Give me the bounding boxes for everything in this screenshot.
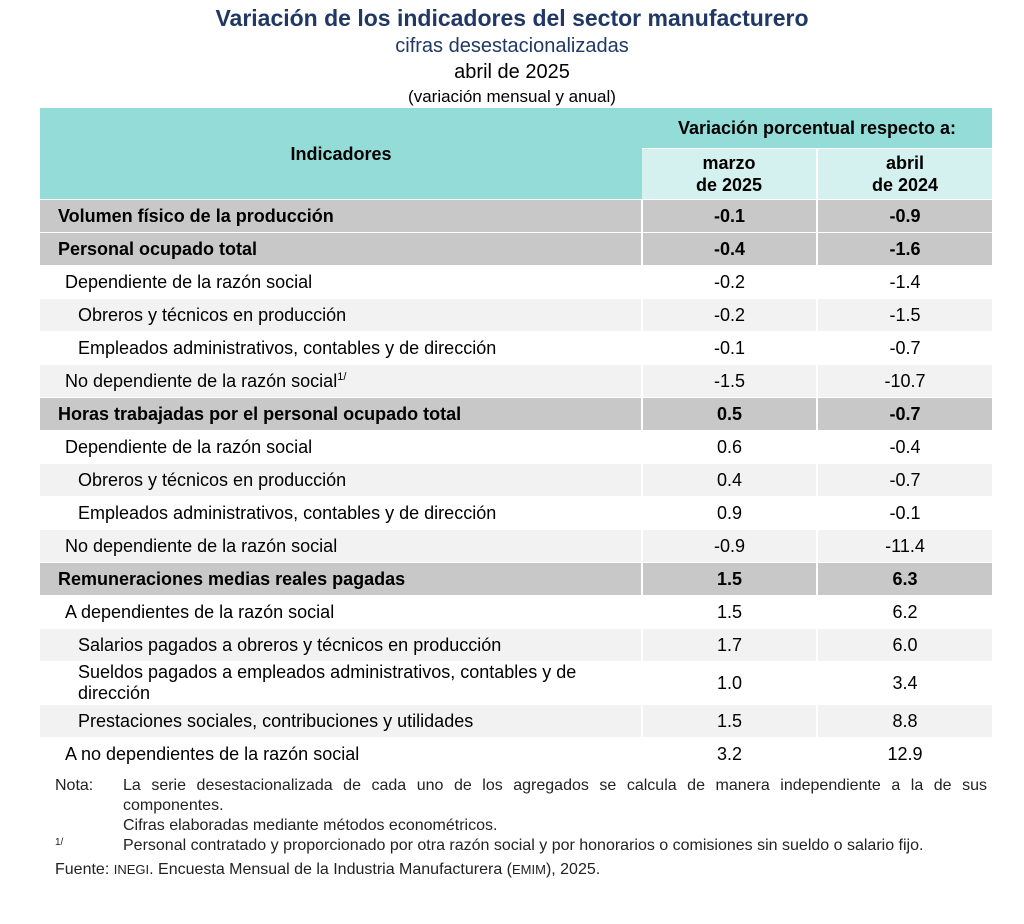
row-annual: -11.4 [817,530,992,563]
row-monthly: -0.2 [642,299,817,332]
row-label: Personal ocupado total [40,233,642,266]
table-row [40,266,992,299]
table-row [40,233,992,266]
row-annual: 8.8 [817,705,992,738]
header-variation-group: Variación porcentual respecto a: [642,108,992,149]
footnote-text: Personal contratado y proporcionado por otra razón social y por honorarios o comisiones sin sueldo o salario fijo. [123,837,924,854]
header-prev-year [817,149,992,200]
row-label: No dependiente de la razón social [40,530,642,563]
row-monthly: -0.1 [642,200,817,233]
source-line [55,860,987,880]
row-label: Dependiente de la razón social [40,266,642,299]
footnote-block [55,836,987,856]
row-label: No dependiente de la razón social [65,371,338,391]
row-monthly: 1.7 [642,629,817,662]
header-prev-month-line1: marzo [702,153,756,173]
row-monthly: 3.2 [642,738,817,771]
nota-block [55,776,987,836]
row-annual: -0.7 [817,398,992,431]
row-annual: -0.7 [817,464,992,497]
source-org: INEGI [113,862,150,877]
header-prev-month [642,149,817,200]
row-monthly: 0.9 [642,497,817,530]
table-row [40,299,992,332]
header-prev-month-line2: de 2025 [695,175,763,195]
row-annual: -0.7 [817,332,992,365]
row-monthly: -0.9 [642,530,817,563]
row-annual: 6.3 [817,563,992,596]
row-monthly: 0.4 [642,464,817,497]
row-annual: -1.5 [817,299,992,332]
row-monthly: -0.1 [642,332,817,365]
footnote-key: 1/ [55,837,64,848]
footnote-marker: 1/ [337,371,347,383]
row-label: Obreros y técnicos en producción [40,464,642,497]
table-row [40,662,992,705]
table-row [40,464,992,497]
nota-text-2: Cifras elaboradas mediante métodos econométricos. [123,817,498,834]
row-annual: 12.9 [817,738,992,771]
row-monthly: -1.5 [642,365,817,398]
table-row [40,705,992,738]
nota-text-1: La serie desestacionalizada de cada uno de los agregados se calcula de manera independiente a la de sus componentes. [123,777,987,814]
row-annual: -0.9 [817,200,992,233]
row-annual: 6.0 [817,629,992,662]
row-label: Prestaciones sociales, contribuciones y utilidades [40,705,642,738]
row-monthly: 1.5 [642,563,817,596]
row-label: A dependientes de la razón social [40,596,642,629]
table-row [40,629,992,662]
period-label: abril de 2025 [454,61,570,83]
row-annual: 3.4 [817,662,992,705]
row-monthly: -0.2 [642,266,817,299]
row-monthly: 1.0 [642,662,817,705]
page-title: Variación de los indicadores del sector manufacturero [215,5,809,31]
row-annual: -0.1 [817,497,992,530]
table-row [40,200,992,233]
table-row [40,365,992,398]
source-abbr: EMIM [511,862,546,877]
table-row [40,563,992,596]
row-label: Empleados administrativos, contables y de dirección [40,332,642,365]
row-label: Remuneraciones medias reales pagadas [40,563,642,596]
row-annual: 6.2 [817,596,992,629]
table-row [40,497,992,530]
row-label: Dependiente de la razón social [40,431,642,464]
row-monthly: 0.5 [642,398,817,431]
row-annual: -10.7 [817,365,992,398]
source-end: ), 2025. [545,861,601,878]
row-label-cell [40,365,642,398]
table-row [40,596,992,629]
header-prev-year-line1: abril [886,153,925,173]
table-row [40,530,992,563]
row-monthly: -0.4 [642,233,817,266]
row-annual: -1.4 [817,266,992,299]
table-row [40,431,992,464]
notes-section [55,776,987,880]
row-label: Horas trabajadas por el personal ocupado total [40,398,642,431]
page-subtitle: cifras desestacionalizadas [395,35,629,57]
nota-text-block [123,776,987,836]
table-row [40,398,992,431]
header-indicadores: Indicadores [40,108,642,200]
row-label: Volumen físico de la producción [40,200,642,233]
row-label: Salarios pagados a obreros y técnicos en producción [40,629,642,662]
row-label: Obreros y técnicos en producción [40,299,642,332]
row-annual: -1.6 [817,233,992,266]
row-label: A no dependientes de la razón social [40,738,642,771]
source-key: Fuente: [55,861,110,878]
source-mid: . Encuesta Mensual de la Industria Manufacturera ( [149,861,512,878]
row-monthly: 1.5 [642,705,817,738]
row-monthly: 0.6 [642,431,817,464]
row-label: Sueldos pagados a empleados administrativos, contables y de dirección [40,662,642,705]
row-annual: -0.4 [817,431,992,464]
nota-key: Nota: [55,777,94,794]
table-row [40,332,992,365]
row-label: Empleados administrativos, contables y de dirección [40,497,642,530]
indicators-table [40,108,992,770]
table-row [40,738,992,771]
row-monthly: 1.5 [642,596,817,629]
variation-note: (variación mensual y anual) [408,87,616,106]
header-prev-year-line2: de 2024 [871,175,939,195]
